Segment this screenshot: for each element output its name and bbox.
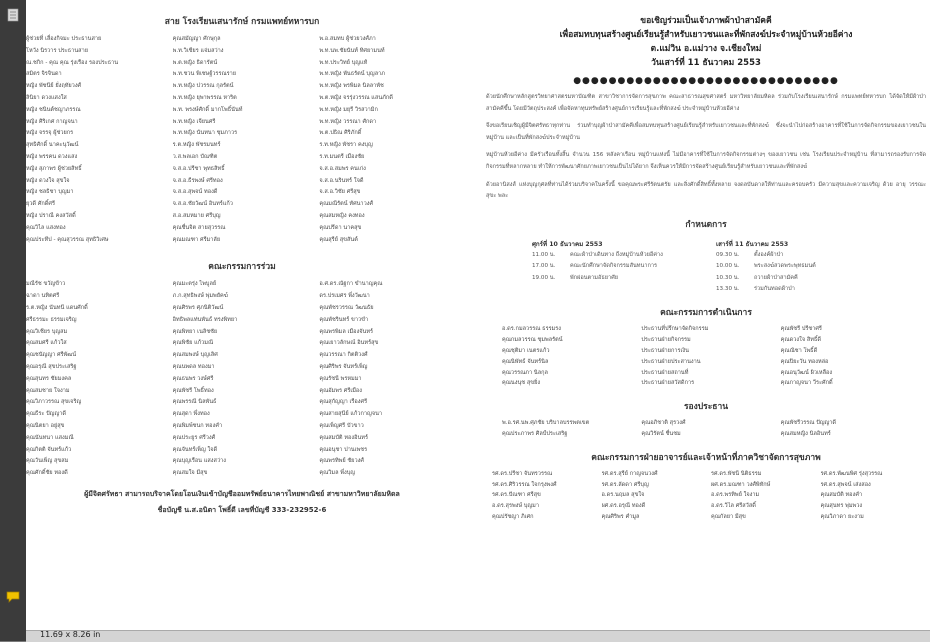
faculty-name: คุณปรัชญา ภิเศก bbox=[492, 513, 534, 520]
schedule-row bbox=[716, 273, 880, 284]
schedule-activity: ร่วมกันทอดผ้าป่า bbox=[754, 285, 795, 292]
member-name: คุณสมัญญา ศักษุกุล bbox=[172, 36, 221, 42]
member-name: พ.ท.วิเชียร แจ่มสว่าง bbox=[172, 47, 224, 54]
schedule-activity: ถวายผ้าป่าสามัคคี bbox=[754, 274, 798, 281]
member-name: หญิง พัชนีย์ ยั่งฤทัยวงศ์ bbox=[26, 83, 82, 90]
committee-member-name: คุณจันทร์เพ็ญ ใจดี bbox=[172, 446, 218, 453]
committee-member-name: คุณสุกัญญา เรืองศรี bbox=[319, 399, 368, 406]
member-name: พ.ท.หญิง พรพิมล นิลลาพัช bbox=[319, 83, 384, 90]
member-name: หญิง ชนินต์ชญาภรรณ bbox=[26, 106, 81, 113]
committee-member-name: คุณพิชัย แก้วมณี bbox=[172, 340, 214, 347]
member-name: คุณสมหญิง คงทอง bbox=[319, 212, 365, 219]
schedule-time: 11.00 น. bbox=[532, 251, 556, 258]
committee-member-name: อิทธิพลแท่นพันธ์ ทรงพิทยา bbox=[172, 316, 238, 323]
organizing-committee-heading: คณะกรรมการดำเนินการ bbox=[660, 308, 752, 319]
member-name: พ.ต.ปธิณ ศิริภักดิ์ bbox=[319, 130, 362, 137]
schedule-day bbox=[716, 239, 880, 296]
vice-chair-name: คุณประภาพร ศิลป์ประเสริฐ bbox=[502, 430, 568, 437]
member-name: หญิง สุภาพร ผู้ช่วยสิทธิ์ bbox=[26, 165, 82, 172]
committee-member-name: คุณสมใจ มีสุข bbox=[172, 470, 208, 477]
schedule-time: 17.00 น. bbox=[532, 263, 556, 270]
member-name: พ.ท.ชวน พิเชษฐ์วรรณราย bbox=[172, 71, 237, 78]
schedule-heading: กำหนดการ bbox=[685, 219, 727, 230]
comment-icon[interactable] bbox=[6, 590, 20, 604]
committee-member-name: ดร.ปรเมศร พึ่งวัฒนา bbox=[319, 293, 370, 300]
faculty-name: รศ.ดร.พัฒนพิศ รุ่งสุวรรณ bbox=[820, 470, 883, 477]
committee-member-name: คุณอัมพร ศรีเมือง bbox=[319, 387, 363, 394]
organizer-name: คุณกาญจนา วีระศักดิ์ bbox=[780, 380, 833, 387]
member-name: พ.ท.หญิง นันทนา ชุมภาวร bbox=[172, 130, 238, 137]
schedule-table bbox=[532, 239, 880, 296]
committee-member-name: มณีรัช ขวัญข้าว bbox=[26, 281, 66, 288]
faculty-name: รศ.ดร.ศิริวรรณ ใจกรุงพงศ์ bbox=[492, 481, 557, 488]
faculty-name: รศ.ดร.ปัณฑา ศรีสุข bbox=[492, 492, 541, 499]
committee-member-name: คุณวิเชียร บุญสม bbox=[26, 328, 68, 335]
committee-member-name: คุณพัชรี โพธิ์ทอง bbox=[172, 387, 214, 394]
member-name: ผู้ช่วยที่ เลื่องกิจมะ ประธานสาย bbox=[26, 36, 102, 42]
organizer-name: คุณณิชา โพธิ์ดี bbox=[780, 347, 818, 354]
member-name: ร.ท.มนตรี เมืองชัย bbox=[319, 153, 365, 160]
invitation-title: ขอเชิญร่วมเป็นเจ้าภาพผ้าป่าสามัคคี bbox=[640, 16, 772, 26]
schedule-activity: คณะผ้าป่าเดินทาง ถึงหมู่บ้านห้วยอีค่าง bbox=[570, 251, 663, 258]
schedule-row bbox=[716, 284, 880, 295]
schedule-activity: พระสงฆ์สวดพระพุทธมนต์ bbox=[754, 263, 816, 270]
schedule-time: 13.30 น. bbox=[716, 285, 740, 292]
bookmark-panel-icon[interactable] bbox=[6, 8, 20, 22]
member-name: จ.ส.อ.ปรีชา พุทธสิทธิ์ bbox=[172, 165, 225, 172]
organizing-committee-list bbox=[482, 324, 930, 389]
faculty-name: อ.ดร.นฤมล สุขใจ bbox=[601, 492, 645, 499]
member-name: พ.อ.สมทบ ผู้ช่วยวงศ์ภา bbox=[319, 36, 376, 42]
committee-member-name: คุณนิตยา อยู่สุข bbox=[26, 422, 65, 429]
organizer-name: คุณนิพัทธ์ จันทร์นิล bbox=[502, 358, 549, 365]
committee-member-name: คุณวันเพ็ญ สุขสม bbox=[26, 458, 69, 465]
member-name: พ.ท.ประวิทย์ บุญแท้ bbox=[319, 59, 368, 66]
committee-member-name: คุณประยูร ศรีวงศ์ bbox=[172, 434, 216, 441]
committee-member-name: อ.ศ.ดร.ณัฐกา ขำนาญคุณ bbox=[319, 281, 383, 288]
faculty-name: รศ.ดร.สุรีย์ กาญจนวงศ์ bbox=[601, 470, 658, 477]
member-name: ร.ต.หญิง พัชรมนทร์ bbox=[172, 142, 221, 149]
committee-member-name: ฉาดา นทิตศรี bbox=[26, 293, 60, 300]
member-name: พ.ต.หญิง ธิดารัตน์ bbox=[172, 59, 218, 66]
faculty-name: รศ.ดร.พัชนี นิติธรรม bbox=[711, 470, 762, 477]
organizer-name: คุณดวงใจ สิทธิ์ดี bbox=[780, 337, 822, 344]
member-name: ลินิยา ดวงแสงใส bbox=[26, 94, 67, 101]
member-name: พ.ท.หญิง ยุพาพรรณ หาริต bbox=[172, 94, 237, 101]
member-name: หญิง ปราณี คงสวัสดิ์ bbox=[26, 212, 76, 219]
member-name: ว.ส.พลเอก บัณฑิต bbox=[172, 153, 218, 160]
member-name: พ.ท.หญิง เจียนศรี bbox=[172, 118, 216, 125]
member-name: พ.ท.หญิง ปวรรณ กุลรัตน์ bbox=[172, 83, 234, 90]
vice-chair-name: คุณอภิชาติ สุรวงศ์ bbox=[641, 420, 686, 427]
committee-member-name: คุณสมบัติ ทองอินทร์ bbox=[319, 434, 368, 441]
schedule-activity: ตั้งองค์ผ้าป่า bbox=[754, 251, 784, 258]
member-name: สมิตร จิรจินดา bbox=[26, 71, 62, 78]
committee-member-name: คุณพรพิมล เมืองจันทร์ bbox=[319, 328, 374, 335]
joint-committee-heading: คณะกรรมการร่วม bbox=[208, 262, 276, 273]
schedule-row bbox=[716, 261, 880, 272]
page-size-label: 11.69 x 8.26 in bbox=[40, 630, 101, 639]
member-name: คุณวิไล แสงทอง bbox=[26, 224, 66, 231]
committee-member-name: คุณพรทิพย์ ชัยวงศ์ bbox=[319, 458, 364, 465]
schedule-row bbox=[532, 250, 696, 261]
organizer-name: ประธานฝ่ายการเงิน bbox=[641, 347, 689, 354]
schedule-row bbox=[532, 273, 696, 284]
member-name: หญิง จรรจุ ผู้ช่วยกร bbox=[26, 130, 74, 137]
faculty-name: ผศ.ดร.อรุณี ทองดี bbox=[601, 503, 646, 510]
organizer-name: ประธานฝ่ายประสานงาน bbox=[641, 358, 701, 365]
bank-account-info: ชื่อบัญชี น.ส.อนิตา โพธิ์ดี เลขที่บัญชี 333-232952-6 bbox=[157, 505, 327, 514]
committee-member-name: คุณสุนทร ชัยมงคล bbox=[26, 375, 72, 382]
organizer-name: คุณกมลวรรณ ชุมพลรัตน์ bbox=[502, 337, 563, 344]
schedule-day-title: ศุกร์ที่ 10 ธันวาคม 2553 bbox=[532, 240, 603, 248]
organizer-name: ประธานที่ปรึกษาจัดกิจกรรม bbox=[641, 326, 709, 333]
member-name: ยุวดี ศักดิ์ศรี bbox=[26, 201, 55, 208]
schedule-time: 19.00 น. bbox=[532, 274, 556, 281]
member-name: หญิง พรรคน ดวงแสง bbox=[26, 153, 78, 160]
faculty-name: รศ.ดร.ลัดดา ศรีบุญ bbox=[601, 481, 649, 488]
member-name: จ.ส.อ.ชัยวัฒน์ อินทร์แก้ว bbox=[172, 201, 233, 208]
faculty-committee-heading: คณะกรรมการฝ่ายอาจารย์และเจ้าหน้าที่ภาควิชาจัดการสุขภาพ bbox=[591, 452, 821, 463]
intro-paragraph-1: ด้วยนักศึกษาหลักสูตรวิทยาศาสตรมหาบัณฑิต สาขาวิชาการจัดการสุขภาพ คณะสาธารณสุขศาสตร์ มหาวิทยาลัยมหิดล ร่วมกับโรงเรียนเสนารักษ์ กรมแพทย์ทหารบก ได้จัดให้มีผ้าป่าสามัคคีขึ้น โดยมีวัตถุประสงค์ เพื่อจัดหาทุนทรัพย์สร้างศูนย์การเรียนรู้และที่พักสงฆ์ ประจำหมู่บ้านห้วยอีค่าง bbox=[486, 94, 926, 112]
member-name: คุณปรีดา นาคสุข bbox=[319, 224, 362, 231]
faculty-name: อ.ดร.สุรพงษ์ บุญมา bbox=[492, 503, 540, 510]
schedule-row bbox=[532, 261, 696, 272]
vice-chair-name: คุณวิรัตน์ ชื่นชม bbox=[641, 430, 681, 437]
faculty-name: รศ.ดร.ปรีชา จันทรวรรณ bbox=[492, 470, 553, 477]
member-name: คุณชื่นจิต สายสุวรรณ bbox=[172, 224, 226, 231]
committee-member-name: ศรีธรรมะ ธรรมเจริญ bbox=[26, 316, 77, 323]
member-name: คุณมณีรัตน์ ทัศนาวงศ์ bbox=[319, 201, 374, 208]
committee-member-name: คุณศิรพร ศุภนิติวัฒน์ bbox=[172, 304, 224, 311]
member-name: พ.ท. พรงษ์ศักดิ์ มากโพธิ์นันท์ bbox=[172, 106, 243, 113]
committee-member-name: คุณเพ็ญศรี บัวขาว bbox=[319, 422, 364, 429]
member-name: พ.ท.หญิง พันธรัตน์ บุญลาภ bbox=[319, 71, 385, 78]
committee-member-name: คุณพัชรวรรณ วัฒนธัย bbox=[319, 304, 374, 311]
schedule-time: 10.30 น. bbox=[716, 274, 740, 281]
committee-member-name: คุณนันทนา แสงมณี bbox=[26, 434, 74, 441]
organizer-name: ประธานฝ่ายสวัสดิการ bbox=[641, 380, 695, 387]
left-column bbox=[26, 14, 458, 516]
committee-member-name: คุณบุญเรือน แสงสว่าง bbox=[172, 458, 226, 465]
schedule-time: 09.30 น. bbox=[716, 251, 740, 258]
organizer-name: คุณชุติมา เนตรแก้ว bbox=[502, 347, 550, 354]
member-name: หญิง ศิริเกศ กาญจนา bbox=[26, 118, 78, 125]
intro-paragraph-4: ด้วยอานิสงส์ แห่งบุญกุศลที่ท่านได้ร่วมบริจาคในครั้งนี้ ขอคุณพระศรีรัตนตรัย และสิ่งศักดิ์สิทธิ์ทั้งหลาย จงดลบันดาลให้ท่านและครอบครัว มีความสุขและความเจริญ ด้วย อายุ วรรณะ สุขะ พละ bbox=[486, 181, 926, 200]
committee-member-name: คุณศักดิ์ชัย ทองดี bbox=[26, 470, 68, 477]
committee-member-name: คุณพิทยา เนลิชชัย bbox=[172, 328, 218, 335]
member-name: ส.อ.สมหมาย ศรีบุญ bbox=[172, 212, 221, 219]
committee-member-name: คุณกิตติ จันทร์แก้ว bbox=[26, 446, 72, 453]
invitation-date: วันเสาร์ที่ 11 ธันวาคม 2553 bbox=[651, 58, 761, 68]
organizer-name: อ.ดร.กมลวรรณ ธรรมรง bbox=[502, 326, 562, 333]
committee-member-name: คุณพัชรินทร์ ขาวขำ bbox=[319, 316, 369, 323]
intro-paragraph-2: จึงขอเรียนเชิญผู้มีจิตศรัทธาทุกท่าน ร่วมทำบุญผ้าป่าสามัคคีเพื่อสมทบทุนสร้างศูนย์เรียนรู้สำหรับเยาวชนและที่พักสงฆ์ ซึ่งจะนำไปก่อสร้างอาคารที่ใช้ในการจัดกิจกรรมของเยาวชนในหมู่บ้าน และเป็นที่พักสงฆ์ประจำหมู่บ้าน bbox=[486, 123, 926, 141]
member-name: จ.ส.อ.สุพจน์ ทองดี bbox=[172, 189, 218, 196]
line-member-list bbox=[26, 34, 458, 245]
committee-member-name: คุณสมชาย ใจงาม bbox=[26, 387, 70, 394]
faculty-name: อ.ดร.พรทิพย์ ใจงาม bbox=[711, 492, 760, 499]
committee-member-name: คุณวรรณา กิตติวงศ์ bbox=[319, 352, 368, 359]
organizer-name: คุณอนุวัฒน์ ผิวเหลือง bbox=[780, 369, 833, 376]
faculty-name: รศ.ดร.สุพจน์ เส่งสอง bbox=[820, 481, 871, 488]
organizer-name: คุณนงนุช สุขยิ่ง bbox=[502, 380, 541, 387]
committee-member-name: คุณธีระ ปัญญาดี bbox=[26, 411, 66, 418]
organizer-name: คุณวรรณภา นิลกุล bbox=[502, 369, 548, 376]
committee-member-name: คุณพิมพ์ชนก ทองคำ bbox=[172, 422, 223, 429]
vice-chair-name: คุณสมหญิง นิลอินทร์ bbox=[780, 430, 831, 437]
committee-member-name: คุณธนพร วงษ์ศรี bbox=[172, 375, 214, 382]
faculty-name: ผศ.ดร.มณฑา วงศ์พิทักษ์ bbox=[711, 481, 771, 488]
member-name: จ.ส.อ.วิชัย ศรีสุข bbox=[319, 189, 361, 196]
vice-chair-name: คุณพัชรีวรรณ ปัญญาดี bbox=[780, 420, 837, 427]
committee-member-name: ร.ต.หญิง นันทนี แดนศักดิ์ bbox=[26, 304, 88, 311]
schedule-day bbox=[532, 239, 696, 296]
vice-chair-heading: รองประธาน bbox=[683, 402, 729, 413]
committee-member-name: คุณเยาวลักษณ์ อินทร์สุข bbox=[319, 340, 379, 347]
organizer-name: คุณพัชรี ปรีชาศรี bbox=[780, 326, 822, 333]
right-column bbox=[482, 14, 930, 523]
committee-member-name: คุณรัชนี พรหมมา bbox=[319, 375, 362, 382]
faculty-name: คุณศิริพร คำมูล bbox=[601, 513, 640, 520]
committee-member-name: คุณวิมล พึ่งบุญ bbox=[319, 470, 356, 477]
viewer-left-rail bbox=[0, 0, 26, 641]
committee-member-name: คุณชนัญญา ศรีพัฒน์ bbox=[26, 352, 77, 359]
schedule-activity: คณะนักศึกษาจัดกิจกรรมสันทนาการ bbox=[570, 263, 657, 270]
committee-member-name: คุณพรรณี นิลพันธ์ bbox=[172, 399, 217, 406]
document-page bbox=[26, 0, 930, 630]
member-name: จ.ส.อ.นรินทร์ ใจดี bbox=[319, 177, 364, 184]
member-name: พ.ท.นพ.ชัยนันท์ ทิศยามนท์ bbox=[319, 47, 385, 54]
member-name: ณ.ชกิก - คุณ คุณ รุ่งเรือง รองประธาน bbox=[26, 59, 119, 66]
faculty-name: คุณกัลยา มีสุข bbox=[711, 513, 746, 520]
member-name: สุทธิศักดิ์ นาคะนุวัฒน์ bbox=[26, 142, 79, 149]
member-name: พ.ท.หญิง มยุรี วิรสวามิก bbox=[319, 106, 378, 113]
donation-instructions: ผู้มีจิตศรัทธา สามารถบริจาคโดยโอนเงินเข้าบัญชีออมทรัพย์ธนาคารไทยพาณิชย์ สาขามหาวิทยาลัยมหิดล bbox=[84, 489, 400, 498]
committee-member-name: คุณอนุชา ปานเพชร bbox=[319, 446, 368, 453]
organizer-name: ประธานฝ่ายสถานที่ bbox=[641, 369, 689, 376]
committee-member-name: คุณนพดล ทองมา bbox=[172, 363, 215, 370]
invitation-purpose: เพื่อสมทบทุนสร้างศูนย์เรียนรู้สำหรับเยาวชนและที่พักสงฆ์ประจำหมู่บ้านห้วยอีค่าง bbox=[559, 30, 853, 40]
vice-chair-name: พ.อ.รศ.นพ.ศุภชัย บริบาลบรรพตเขต bbox=[502, 420, 590, 427]
faculty-name: คุณวิภาดา ยะงาม bbox=[820, 513, 864, 520]
committee-member-name: คุณอรุณี สุขประเสริฐ bbox=[26, 363, 77, 370]
schedule-row bbox=[716, 250, 880, 261]
committee-member-name: คุณสุดา พึ่งทอง bbox=[172, 411, 210, 418]
committee-member-name: คุณศิริพร จันทร์เพ็ญ bbox=[319, 363, 368, 370]
schedule-activity: พักผ่อนตามอัธยาศัย bbox=[570, 274, 619, 281]
joint-committee-list bbox=[26, 279, 458, 479]
line-heading: สาย โรงเรียนเสนารักษ์ กรมแพทย์ทหารบก bbox=[164, 17, 320, 27]
member-name: หญิง ดวงใจ สุขใจ bbox=[26, 177, 70, 184]
member-name: คุณประทีป - คุณสุวรรณ สุทธิวิเศษ bbox=[26, 236, 109, 243]
committee-member-name: คุณสมพงษ์ บุญเลิศ bbox=[172, 352, 218, 359]
member-name: พ.ท.หญิง วรรณา ศักดา bbox=[319, 118, 377, 125]
viewer-status-bar bbox=[26, 630, 930, 642]
organizer-name: คุณปิยะวัน ทองหล่อ bbox=[780, 358, 829, 365]
invitation-location: ต.แม่วิน อ.แม่วาง จ.เชียงใหม่ bbox=[650, 44, 762, 54]
committee-member-name: ภ.ก.สุทธิพงษ์ พุ่มพยัคฆ์ bbox=[172, 293, 228, 300]
faculty-name: อ.ดร.วิไล ศรีสวัสดิ์ bbox=[711, 503, 756, 510]
vice-chair-list bbox=[482, 418, 930, 440]
committee-member-name: คุณสายสุนีย์ แก้วกาญจนา bbox=[319, 411, 383, 418]
dotted-divider: ●●●●●●●●●●●●●●●●●●●●●●●●●●●●●● bbox=[573, 76, 839, 86]
member-name: จ.ส.อ.สมพร คนเก่ง bbox=[319, 165, 366, 172]
organizer-name: ประธานฝ่ายกิจกรรม bbox=[641, 337, 691, 344]
committee-member-name: คุณวิภาวรรณ สุขเจริญ bbox=[26, 399, 82, 406]
committee-member-name: คุณมะตรุ่ง ไพบูลย์ bbox=[172, 281, 217, 288]
member-name: หญิง ชลธิชา บุญมา bbox=[26, 189, 74, 196]
faculty-name: คุณสมบัติ ทองคำ bbox=[820, 492, 863, 499]
member-name: โหวัง นิรวาร ประธานสาย bbox=[26, 47, 89, 54]
member-name: ร.ท.หญิง พัชรา คงบุญ bbox=[319, 142, 373, 149]
member-name: จ.ส.อ.ธีรพงษ์ ศรีทอง bbox=[172, 177, 223, 184]
member-name: คุณมณฑา ศรีมาลัย bbox=[172, 236, 221, 243]
committee-member-name: คุณสมศรี แก้วใส bbox=[26, 340, 67, 347]
member-name: พ.ต.หญิง จรรุ่งวรรณ แสนภักดี bbox=[319, 94, 393, 101]
intro-paragraph-3: หมู่บ้านห้วยอีค่าง มีครัวเรือนทั้งสิ้น จำนวน 156 หลังคาเรือน หมู่บ้านแห่งนี้ ไม่มีอาคารที่ใช้ในการจัดกิจกรรมต่างๆ ของเยาวชน เช่น โรงเรียนประจำหมู่บ้าน ที่สามารถรองรับการจัดกิจกรรมที่หลากหลาย ทำให้การพัฒนาศักยภาพเยาวชนเป็นไปได้ยาก จึงเห็นควรให้มีการจัดสร้างศูนย์เรียนรู้สำหรับเยาวชนและที่พักสงฆ์ bbox=[486, 152, 926, 170]
schedule-time: 10.00 น. bbox=[716, 263, 740, 270]
faculty-committee-list bbox=[482, 469, 930, 523]
schedule-day-title: เสาร์ที่ 11 ธันวาคม 2553 bbox=[716, 240, 789, 248]
member-name: คุณสุรีย์ สุขสันต์ bbox=[319, 236, 358, 243]
faculty-name: คุณสุนทร พุ่มพวง bbox=[820, 503, 863, 510]
